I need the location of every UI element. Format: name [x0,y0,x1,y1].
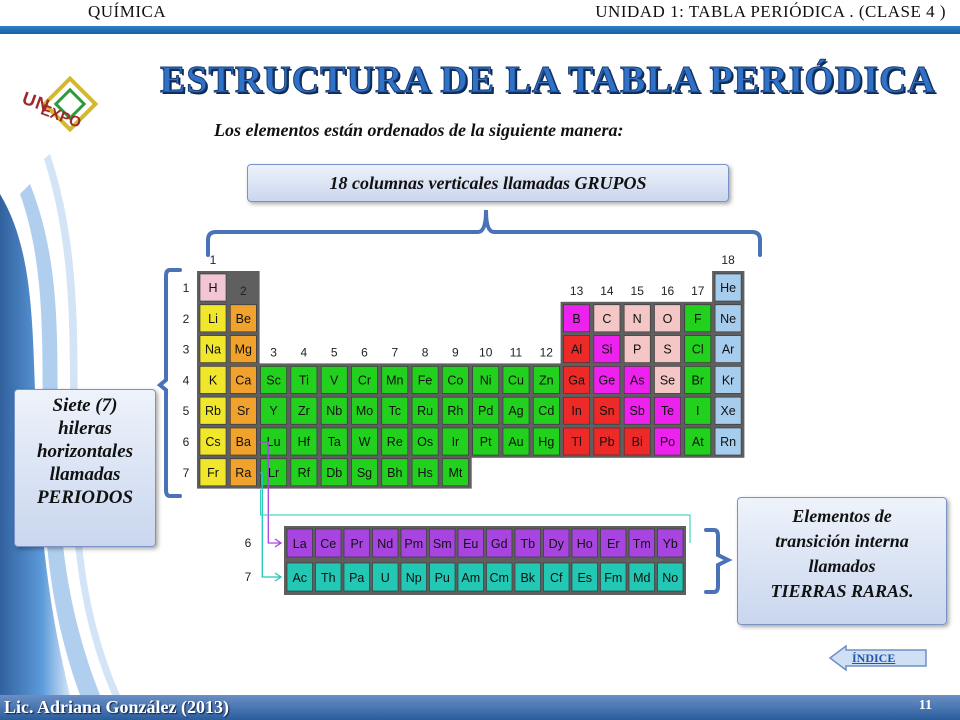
element-symbol: Ni [479,373,492,388]
element-symbol: O [662,311,673,326]
element-symbol: Fe [417,373,433,388]
element-symbol: I [696,404,700,419]
element-symbol: Ac [292,571,308,585]
element-symbol: Si [601,342,613,357]
group-label: 8 [421,345,429,360]
element-symbol: Cr [357,373,372,388]
element-symbol: Bi [631,435,643,449]
element-symbol: Mn [386,373,404,388]
element-symbol: Re [386,435,403,449]
element-symbol: Kr [721,373,735,388]
element-symbol: Te [660,404,675,419]
group-label: 16 [660,283,675,298]
periods-line-2: hileras [58,418,112,439]
element-symbol: In [571,404,582,419]
element-symbol: Sr [237,404,250,419]
element-symbol: N [632,311,642,326]
periods-line-1: Siete (7) [52,395,118,416]
element-symbol: No [662,571,679,585]
group-label: 10 [479,345,493,360]
element-symbol: Md [633,571,651,585]
element-symbol: Tb [520,537,536,551]
element-symbol: Cm [489,571,509,585]
element-symbol: Gd [490,537,508,551]
element-symbol: Np [405,571,422,585]
element-symbol: Tm [632,537,651,551]
header-unit: UNIDAD 1: TABLA PERIÓDICA . (CLASE 4 ) [595,2,946,21]
group-label: 11 [509,345,523,360]
element-symbol: Ar [721,342,735,357]
element-symbol: Li [208,311,218,326]
element-symbol: Sg [356,465,373,480]
element-symbol: Rh [447,404,464,419]
element-symbol: Be [235,311,251,326]
element-symbol: P [633,342,642,357]
indice-link[interactable]: ÍNDICE [852,651,896,665]
group-label: 1 [209,253,217,267]
element-symbol: B [572,311,581,326]
tierras-line-3: llamados [808,556,876,576]
element-symbol: Ag [508,404,524,419]
element-symbol: Db [326,465,343,480]
element-symbol: Mt [448,465,463,480]
element-symbol: Ga [568,373,585,388]
element-symbol: F [693,311,702,326]
groups-callout: 18 columnas verticales llamadas GRUPOS [247,164,729,202]
element-symbol: Zn [539,373,554,388]
element-symbol: W [358,435,371,449]
element-symbol: Ir [451,435,460,449]
logo-text-sub: EXPO [38,101,84,132]
element-symbol: Sb [629,404,645,419]
element-symbol: Mg [234,342,252,357]
element-symbol: H [208,281,218,295]
element-symbol: Cd [538,404,555,419]
page-subtitle: Los elementos están ordenados de la siguiente manera: [214,120,624,140]
group-label: 2 [239,283,247,298]
tierras-line-1: Elementos de [792,506,892,526]
element-symbol: Am [461,571,481,585]
element-symbol: Dy [548,537,564,551]
element-symbol: Sn [599,404,615,419]
element-symbol: Eu [463,537,479,551]
element-symbol: Cf [550,571,563,585]
element-symbol: Au [508,435,524,449]
group-label: 5 [330,345,338,360]
period-label: 3 [182,342,190,357]
element-symbol: Bh [387,465,403,480]
element-symbol: Nb [326,404,343,419]
group-label: 17 [691,283,705,298]
element-symbol: Er [607,537,620,551]
element-symbol: Ti [298,373,309,388]
element-symbol: Pd [478,404,494,419]
element-symbol: Pm [404,537,424,551]
group-label: 7 [391,345,399,360]
element-symbol: Ta [327,435,341,449]
element-symbol: Lu [266,435,281,449]
element-symbol: C [602,311,612,326]
element-symbol: Tl [571,435,582,449]
tierras-raras-callout [737,497,947,625]
group-label: 18 [721,253,735,267]
element-symbol: Rn [720,435,737,449]
element-symbol: Na [205,342,221,357]
periods-line-3: horizontales [36,441,134,462]
element-symbol: Pt [479,435,492,449]
element-symbol: Al [571,342,583,357]
element-symbol: Zr [297,404,310,419]
element-symbol: Th [320,571,336,585]
element-symbol: Nd [377,537,394,551]
element-symbol: Bk [520,571,536,585]
element-symbol: Ne [720,311,737,326]
indice-button[interactable] [828,644,928,672]
period-label: 6 [182,435,190,449]
element-symbol: La [292,537,307,551]
element-symbol: Es [577,571,593,585]
element-symbol: Se [659,373,676,388]
element-symbol: K [208,373,218,388]
element-symbol: Xe [720,404,736,419]
element-symbol: Ho [576,537,593,551]
element-symbol: Po [659,435,676,449]
element-symbol: Ca [235,373,252,388]
fblock-period-label: 7 [244,570,252,584]
element-symbol: Hf [297,435,311,449]
tierras-line-4: TIERRAS RARAS. [770,581,914,601]
period-label: 2 [182,311,190,326]
element-symbol: Pb [599,435,615,449]
group-label: 15 [630,283,644,298]
element-symbol: Tc [388,404,402,419]
page-title: ESTRUCTURA DE LA TABLA PERIÓDICA [160,59,936,101]
element-symbol: Yb [662,537,678,551]
fblock-period-label: 6 [244,536,252,550]
logo-text: UN [19,87,53,117]
period-label: 5 [182,404,190,419]
group-label: 9 [452,345,459,360]
footer-author: Lic. Adriana González (2013) [4,697,229,717]
page-number: 11 [918,698,932,713]
element-symbol: Cs [205,435,221,449]
element-symbol: Ra [235,465,252,480]
group-label: 13 [569,283,584,298]
element-symbol: Lr [268,465,280,480]
element-symbol: U [380,571,390,585]
element-symbol: V [330,373,339,388]
group-label: 4 [300,345,308,360]
element-symbol: Cl [691,342,704,357]
element-symbol: Co [447,373,464,388]
element-symbol: Os [417,435,434,449]
period-label: 1 [182,281,190,295]
period-label: 7 [182,465,190,480]
element-symbol: Hg [538,435,555,449]
group-label: 3 [270,345,277,360]
element-symbol: Pa [349,571,365,585]
element-symbol: Rf [297,465,311,480]
element-symbol: Ba [235,435,251,449]
periods-line-4: llamadas [49,464,121,485]
element-symbol: S [663,342,672,357]
element-symbol: At [691,435,704,449]
element-symbol: Sm [432,537,452,551]
element-symbol: Ge [598,373,616,388]
group-label: 12 [539,345,553,360]
period-label: 4 [182,373,190,388]
element-symbol: Ce [320,537,337,551]
element-symbol: Mo [355,404,374,419]
group-label: 14 [600,283,614,298]
group-label: 6 [361,345,368,360]
periods-callout [14,389,156,547]
element-symbol: He [720,281,737,295]
element-symbol: Ru [417,404,434,419]
element-symbol: Sc [266,373,281,388]
tierras-line-2: transición interna [775,531,909,551]
element-symbol: Cu [508,373,524,388]
element-symbol: Rb [205,404,221,419]
periods-line-5: PERIODOS [36,487,134,508]
element-symbol: Pu [434,571,450,585]
element-symbol: Fm [604,571,623,585]
element-symbol: Hs [417,465,433,480]
element-symbol: Br [691,373,705,388]
element-symbol: Fr [207,465,219,480]
element-symbol: Pr [350,537,363,551]
element-symbol: As [629,373,645,388]
element-symbol: Y [269,404,278,419]
header-course: QUÍMICA [88,2,167,21]
